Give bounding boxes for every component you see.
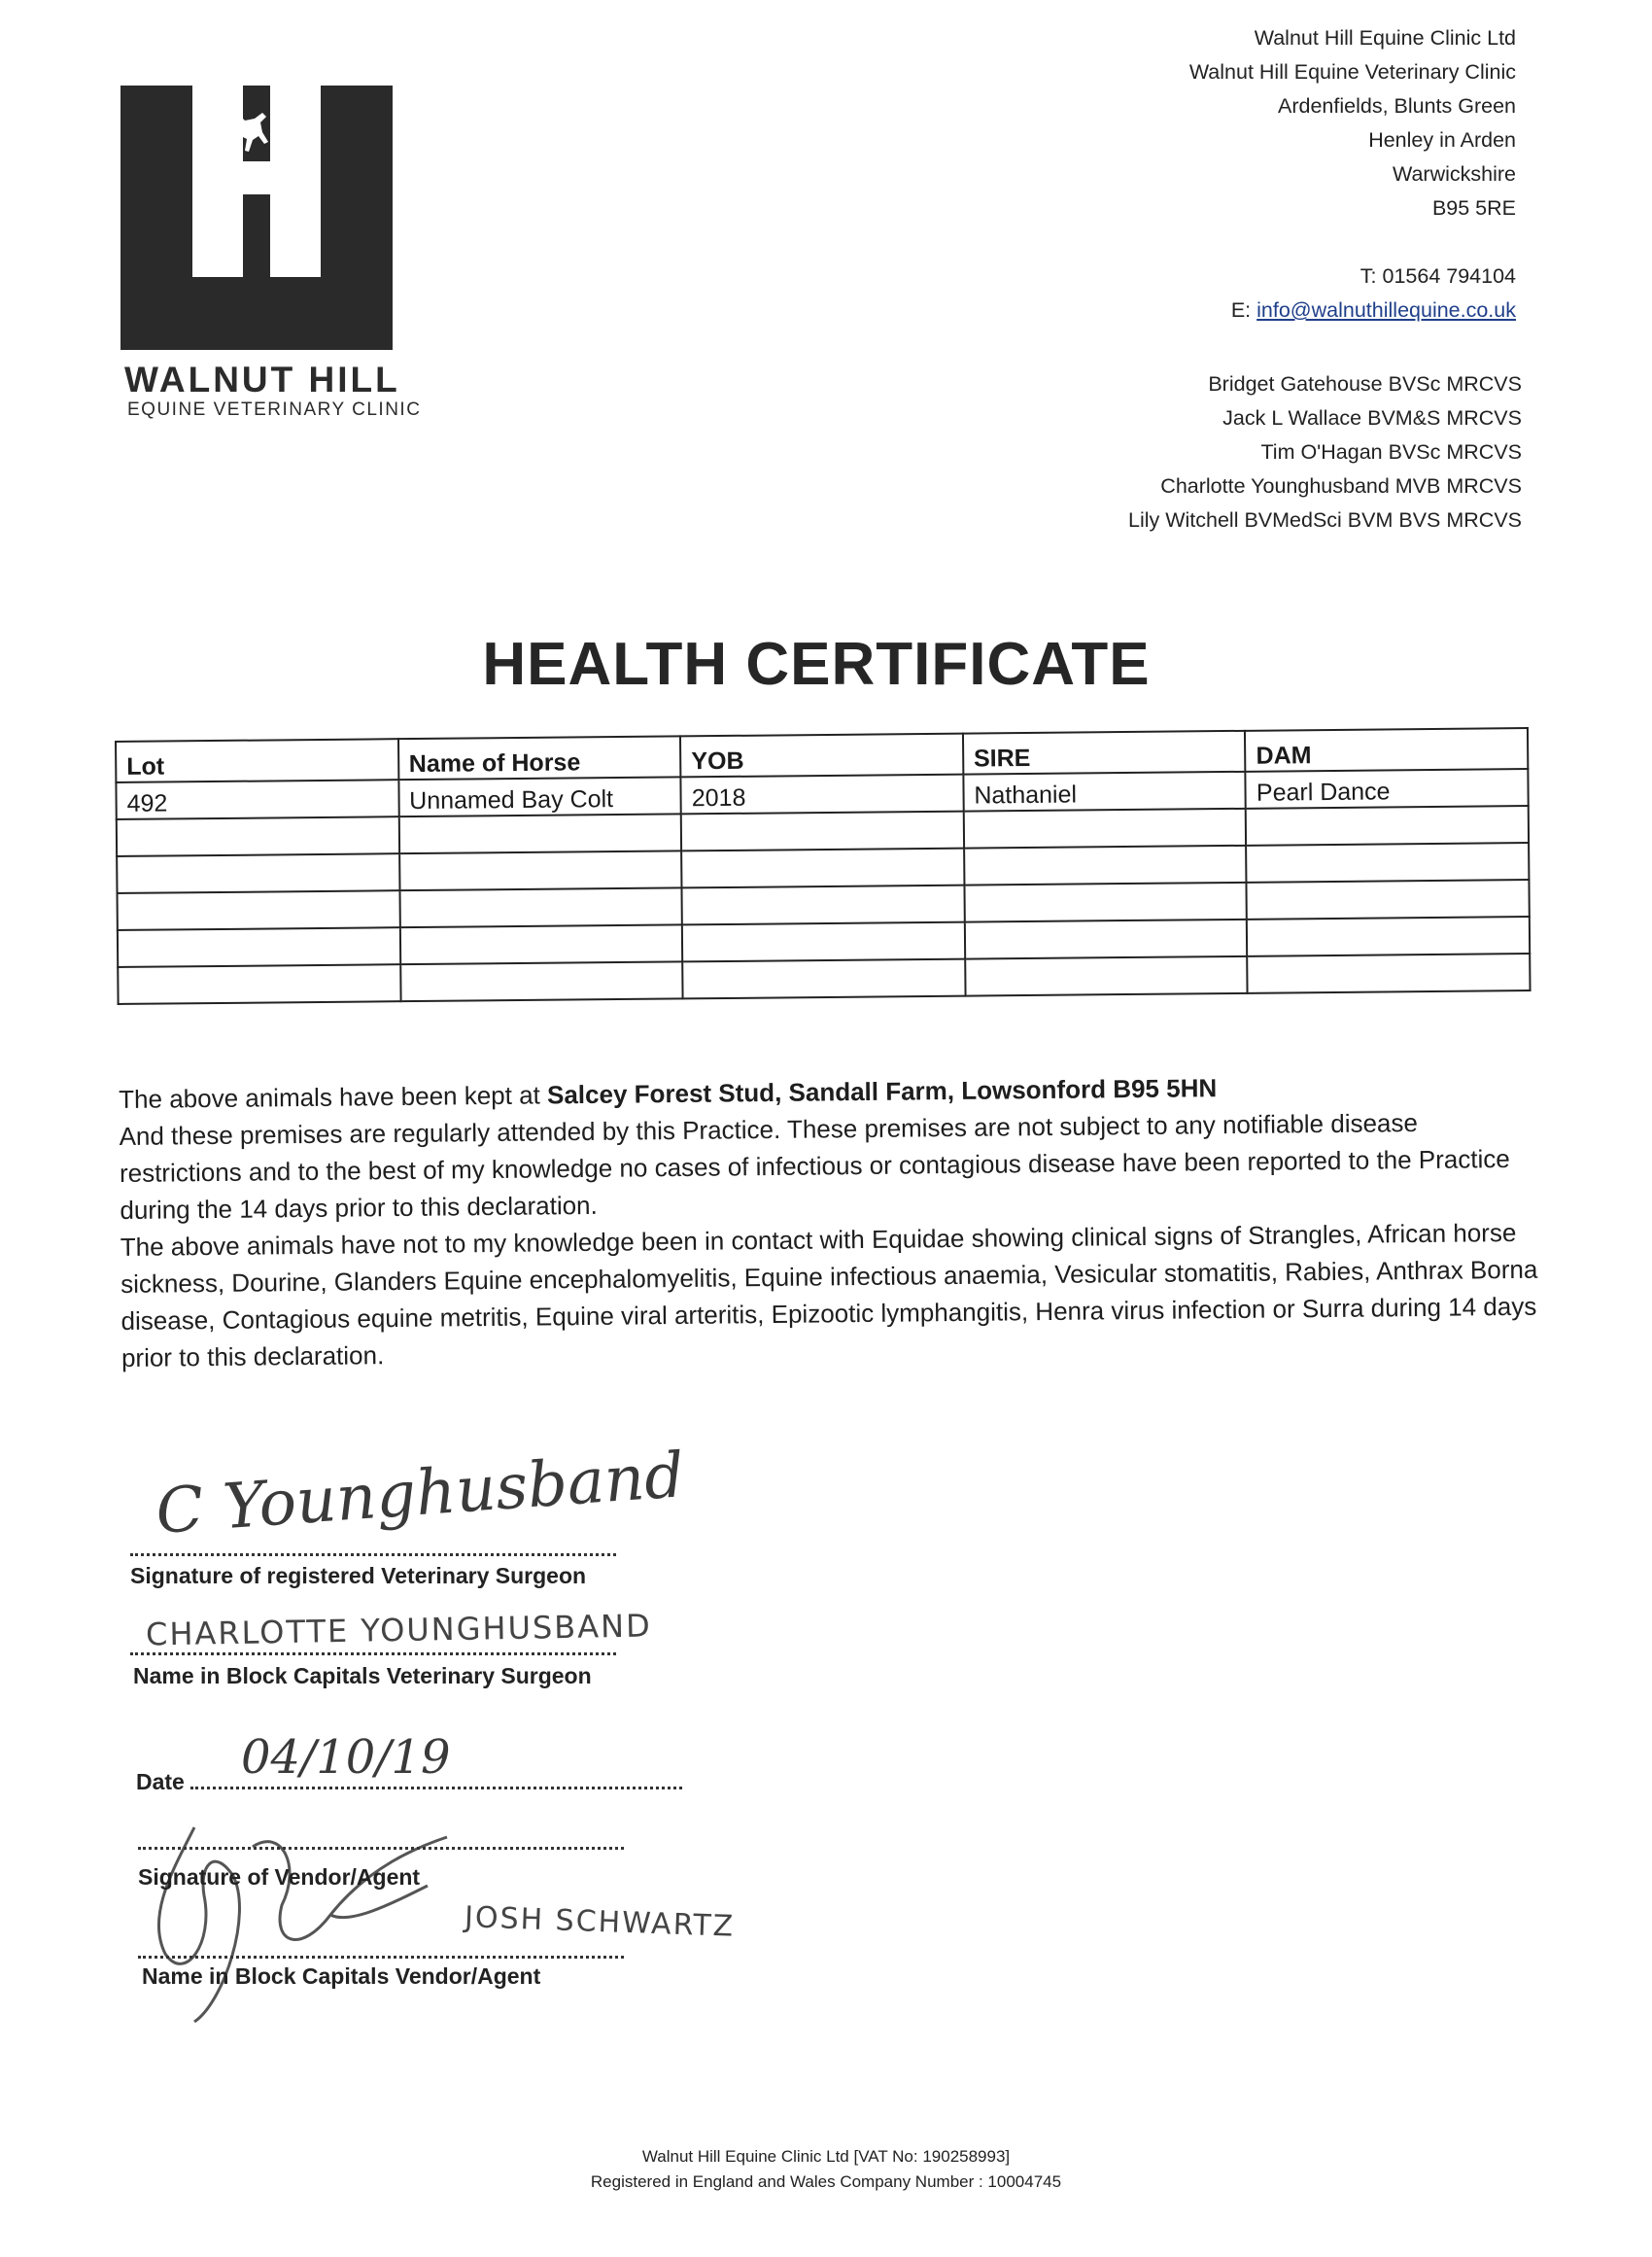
intro-text: The above animals have been kept at [119,1080,548,1114]
email-link[interactable]: info@walnuthillequine.co.uk [1256,298,1516,322]
address-line: Warwickshire [1392,162,1516,186]
cell-dam: Pearl Dance [1246,769,1529,809]
vendor-name-handwriting: JOSH SCHWARTZ [464,1900,736,1944]
footer-line-vat: Walnut Hill Equine Clinic Ltd [VAT No: 190258993] [641,2147,1011,2166]
column-header-yob: YOB [680,734,963,778]
email-prefix: E: [1230,298,1257,322]
staff-member: Jack L Wallace BVM&S MRCVS [1222,406,1522,430]
date-handwriting: 04/10/19 [241,1730,451,1785]
cell-yob [681,849,964,888]
logo-title: WALNUT HILL [124,360,400,399]
contact-email [1189,294,1516,328]
column-header-lot: Lot [116,739,398,782]
horse-table [115,727,1532,1005]
cell-dam [1246,806,1529,846]
declaration-para1: And these premises are regularly attended by this Practice. These premises are not subject to any notifiable disease restrictions and to the best of my knowledge no cases of infectious or contagious disease have been reported to the Practice during the 14 days prior to this declaration. [119,1108,1510,1225]
staff-list [1128,367,1522,538]
address-line: B95 5RE [1431,196,1516,220]
cell-dam [1247,917,1530,956]
document-title: HEALTH CERTIFICATE [482,631,1151,698]
cell-yob [682,885,965,925]
date-line [190,1787,682,1789]
vet-name-line [130,1652,616,1655]
cell-lot [117,816,399,856]
cell-dam [1248,954,1531,993]
clinic-logo [120,86,393,350]
contact-phone: T: 01564 794104 [1359,264,1516,288]
staff-member: Lily Witchell BVMedSci BVM BVS MRCVS [1127,508,1522,532]
address-line: Walnut Hill Equine Veterinary Clinic [1188,60,1516,84]
vet-signature-label: Signature of registered Veterinary Surgeon [130,1563,587,1588]
horse-h-logo-icon [120,86,393,350]
cell-lot [118,964,400,1004]
address-line: Ardenfields, Blunts Green [1278,94,1516,118]
cell-name [400,961,683,1001]
cell-name [399,887,682,927]
staff-member: Bridget Gatehouse BVSc MRCVS [1208,372,1522,396]
declaration-text [119,1066,1540,1376]
cell-yob [681,812,964,851]
staff-member: Tim O'Hagan BVSc MRCVS [1260,440,1522,464]
cell-lot [118,927,400,967]
cell-yob: 2018 [681,775,964,815]
cell-lot [117,853,399,893]
cell-yob [682,959,965,999]
cell-sire [964,846,1247,885]
cell-sire [964,809,1247,849]
vet-signature-handwriting: C Younghusband [154,1440,687,1548]
cell-lot [118,890,400,930]
clinic-address [1189,21,1516,328]
vet-name-handwriting: CHARLOTTE YOUNGHUSBAND [145,1607,652,1653]
cell-name [398,814,681,853]
premises-address: Salcey Forest Stud, Sandall Farm, Lowsonford B95 5HN [546,1073,1218,1110]
vet-name-label: Name in Block Capitals Veterinary Surgeon [133,1663,592,1688]
vendor-signature-label: Signature of Vendor/Agent [138,1864,421,1890]
column-header-sire: SIRE [963,731,1246,775]
cell-sire [964,883,1247,922]
vendor-name-line [138,1956,624,1959]
cell-sire [965,920,1248,959]
address-line: Walnut Hill Equine Clinic Ltd [1254,26,1516,50]
cell-name [399,924,682,964]
date-label: Date [136,1769,185,1794]
vendor-name-label: Name in Block Capitals Vendor/Agent [142,1963,541,1989]
cell-dam [1246,843,1529,883]
cell-dam [1247,880,1530,920]
cell-sire [965,956,1248,996]
cell-lot: 492 [116,780,398,819]
column-header-dam: DAM [1245,728,1528,772]
declaration-para2: The above animals have not to my knowledge been in contact with Equidae showing clinical signs of Strangles, African horse sickness, Dourine, Glanders Equine encephalomyelitis, Equine infectious anaemia, Vesicular stomatitis, Rabies, Anthrax Borna disease, Contagious equine metritis, Equine viral arteritis, Epizootic lymphangitis, Henra virus infection or Surra during 14 days prior to this declaration. [120,1217,1538,1372]
cell-name [399,851,682,890]
column-header-name: Name of Horse [398,736,681,780]
vet-signature-line [130,1553,616,1556]
cell-yob [682,922,965,962]
staff-member: Charlotte Younghusband MVB MRCVS [1160,474,1522,498]
logo-subtitle: EQUINE VETERINARY CLINIC [127,399,422,420]
page-footer [0,2144,1652,2195]
cell-name: Unnamed Bay Colt [398,777,681,816]
address-line: Henley in Arden [1368,128,1516,152]
vendor-signature-line [138,1847,624,1850]
vendor-signature-scribble-icon [136,1808,457,2031]
cell-sire: Nathaniel [963,772,1246,812]
footer-line-registration: Registered in England and Wales Company Number : 10004745 [590,2172,1062,2191]
